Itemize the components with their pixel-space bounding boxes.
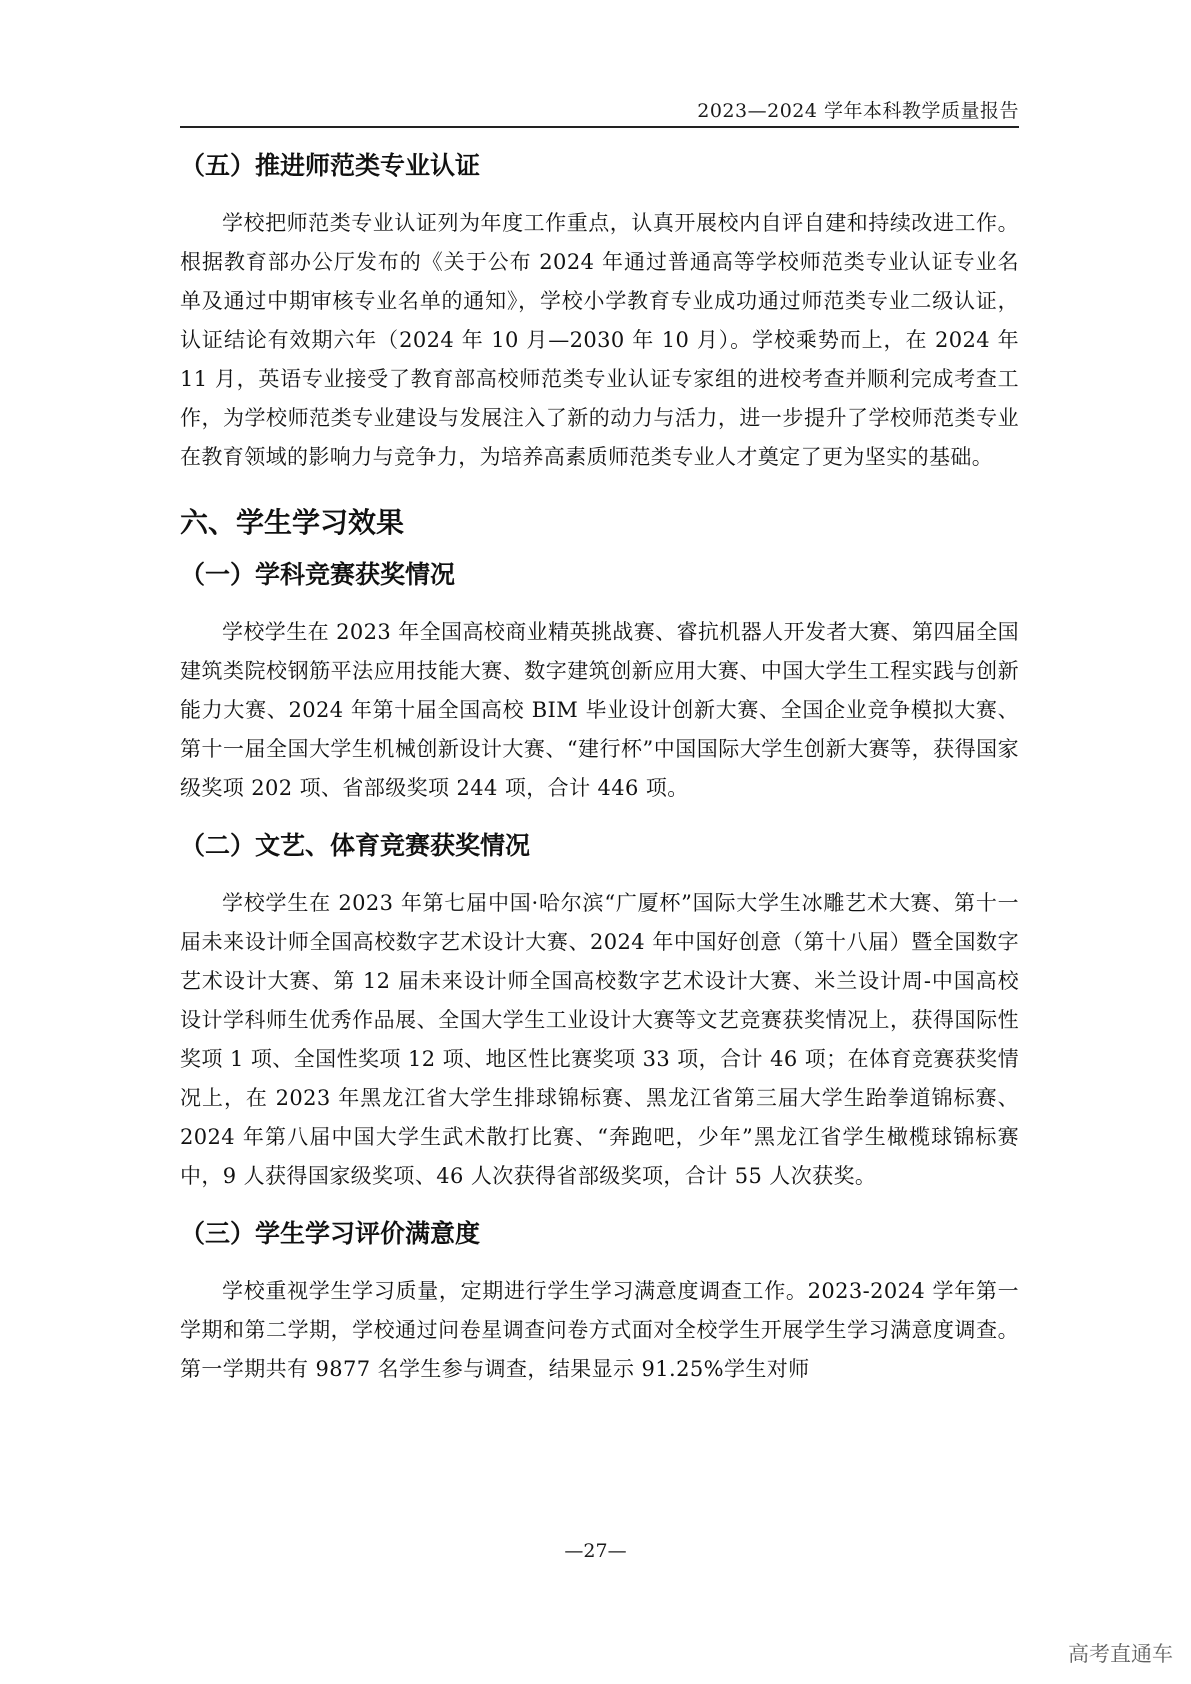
running-header: 2023—2024 学年本科教学质量报告 bbox=[697, 100, 1019, 122]
page-body bbox=[180, 140, 1019, 1389]
section-heading-arts-sports-competitions: （二）文艺、体育竞赛获奖情况 bbox=[180, 831, 531, 860]
learning-satisfaction-paragraph: 学校重视学生学习质量，定期进行学生学习满意度调查工作。2023-2024 学年第一学期和第二学期，学校通过问卷星调查问卷方式面对全校学生开展学生学习满意度调查。第一学期共有 9877 名学生参与调查，结果显示 91.25%学生对师 bbox=[180, 1279, 1019, 1381]
teacher-certification-paragraph: 学校把师范类专业认证列为年度工作重点，认真开展校内自评自建和持续改进工作。根据教育部办公厅发布的《关于公布 2024 年通过普通高等学校师范类专业认证专业名单及通过中期审核专业名单的通知》，学校小学教育专业成功通过师范类专业二级认证，认证结论有效期六年（2024 年 10 月—2030 年 10 月）。学校乘势而上，在 2024 年 11 月，英语专业接受了教育部高校师范类专业认证专家组的进校考查并顺利完成考查工作，为学校师范类专业建设与发展注入了新的动力与活力，进一步提升了学校师范类专业在教育领域的影响力与竞争力，为培养高素质师范类专业人才奠定了更为坚实的基础。 bbox=[180, 211, 1019, 469]
header-divider bbox=[180, 126, 1019, 128]
section-heading-learning-satisfaction: （三）学生学习评价满意度 bbox=[180, 1219, 481, 1248]
chapter-heading-learning-outcomes: 六、学生学习效果 bbox=[180, 506, 405, 539]
section-heading-teacher-certification: （五）推进师范类专业认证 bbox=[180, 151, 481, 180]
watermark-text: 高考直通车 bbox=[1068, 1642, 1173, 1666]
arts-sports-competitions-paragraph: 学校学生在 2023 年第七届中国·哈尔滨“广厦杯”国际大学生冰雕艺术大赛、第十一届未来设计师全国高校数字艺术设计大赛、2024 年中国好创意（第十八届）暨全国数字艺术设计大赛、第 12 届未来设计师全国高校数字艺术设计大赛、米兰设计周-中国高校设计学科师生优秀作品展、全国大学生工业设计大赛等文艺竞赛获奖情况上，获得国际性奖项 1 项、全国性奖项 12 项、地区性比赛奖项 33 项，合计 46 项；在体育竞赛获奖情况上，在 2023 年黑龙江省大学生排球锦标赛、黑龙江省第三届大学生跆拳道锦标赛、2024 年第八届中国大学生武术散打比赛、“奔跑吧，少年”黑龙江省学生橄榄球锦标赛中，9 人获得国家级奖项、46 人次获得省部级奖项，合计 55 人次获奖。 bbox=[180, 891, 1019, 1188]
section-heading-academic-competitions: （一）学科竞赛获奖情况 bbox=[180, 560, 456, 589]
page-number: —27— bbox=[564, 1540, 627, 1562]
academic-competitions-paragraph: 学校学生在 2023 年全国高校商业精英挑战赛、睿抗机器人开发者大赛、第四届全国建筑类院校钢筋平法应用技能大赛、数字建筑创新应用大赛、中国大学生工程实践与创新能力大赛、2024 年第十届全国高校 BIM 毕业设计创新大赛、全国企业竞争模拟大赛、第十一届全国大学生机械创新设计大赛、“建行杯”中国国际大学生创新大赛等，获得国家级奖项 202 项、省部级奖项 244 项，合计 446 项。 bbox=[180, 620, 1019, 800]
